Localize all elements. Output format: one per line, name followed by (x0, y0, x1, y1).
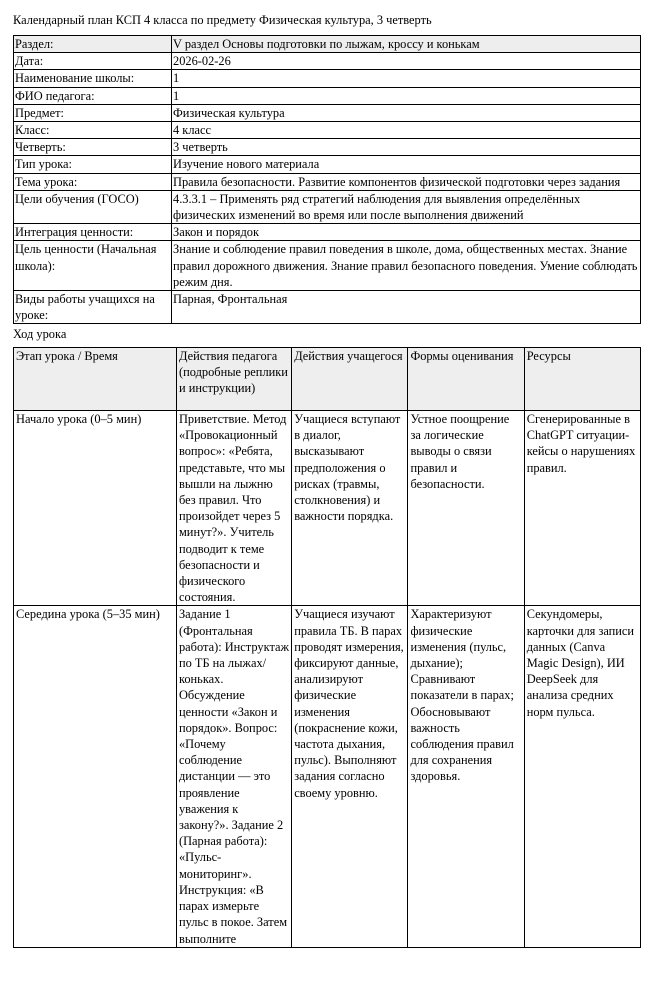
info-label: Виды работы учащихся на уроке: (14, 291, 172, 324)
info-value: 4 класс (172, 122, 641, 139)
lesson-progress-label: Ход урока (13, 327, 67, 341)
info-row (14, 87, 641, 104)
header-stage: Этап урока / Время (14, 348, 177, 411)
info-value: Парная, Фронтальная (172, 291, 641, 324)
info-label: Тема урока: (14, 173, 172, 190)
info-label: Раздел: (14, 36, 172, 53)
info-label: Дата: (14, 53, 172, 70)
info-label: Интеграция ценности: (14, 224, 172, 241)
student-actions-cell: Учащиеся вступают в диалог, высказывают предположения о рисках (травмы, столкновения) и важности порядка. (292, 411, 408, 606)
info-row (14, 241, 641, 291)
info-row (14, 173, 641, 190)
info-row (14, 291, 641, 324)
header-assessment: Формы оценивания (408, 348, 524, 411)
assessment-cell: Характеризуют физические изменения (пульс, дыхание); Сравнивают показатели в парах; Обосновывают важность соблюдения правил для сохранения здоровья. (408, 606, 524, 947)
lesson-info-table (13, 35, 641, 324)
info-label: ФИО педагога: (14, 87, 172, 104)
resources-cell: Секундомеры, карточки для записи данных (Canva Magic Design), ИИ DeepSeek для анализа средних норм пульса. (524, 606, 640, 947)
info-value: 1 (172, 70, 641, 87)
info-value: 1 (172, 87, 641, 104)
info-row (14, 70, 641, 87)
info-row (14, 224, 641, 241)
info-row (14, 104, 641, 121)
info-value: 4.3.3.1 – Применять ряд стратегий наблюдения для выявления определённых физических изменений во время или после выполнения движений (172, 190, 641, 223)
info-row (14, 190, 641, 223)
lesson-plan-table (13, 347, 641, 948)
lesson-row-middle (14, 606, 641, 947)
teacher-actions-cell: Приветствие. Метод «Провокационный вопрос»: «Ребята, представьте, что мы вышли на лыжню без правил. Что произойдет через 5 минут?». Учитель подводит к теме безопасности и физического состояния. (176, 411, 291, 606)
info-value: Закон и порядок (172, 224, 641, 241)
info-value: Знание и соблюдение правил поведения в школе, дома, общественных местах. Знание правил дорожного движения. Знание правил безопасного поведения. Умение соблюдать режим дня. (172, 241, 641, 291)
resources-cell: Сгенерированные в ChatGPT ситуации-кейсы о нарушениях правил. (524, 411, 640, 606)
info-value: Физическая культура (172, 104, 641, 121)
stage-cell: Середина урока (5–35 мин) (14, 606, 177, 947)
info-row (14, 122, 641, 139)
info-label: Четверть: (14, 139, 172, 156)
info-value: 2026-02-26 (172, 53, 641, 70)
info-value: Изучение нового материала (172, 156, 641, 173)
header-teacher-actions: Действия педагога (подробные реплики и инструкции) (176, 348, 291, 411)
info-label: Предмет: (14, 104, 172, 121)
info-row (14, 139, 641, 156)
lesson-header-row (14, 348, 641, 411)
teacher-actions-cell: Задание 1 (Фронтальная работа): Инструктаж по ТБ на лыжах/коньках. Обсуждение ценности «Закон и порядок». Вопрос: «Почему соблюдение дистанции — это проявление уважения к закону?». Задание 2 (Парная работа): «Пульс-мониторинг». Инструкция: «В парах измерьте пульс в покое. Затем выполните (176, 606, 291, 947)
info-value: 3 четверть (172, 139, 641, 156)
header-resources: Ресурсы (524, 348, 640, 411)
info-label: Наименование школы: (14, 70, 172, 87)
document-title: Календарный план КСП 4 класса по предмету Физическая культура, 3 четверть (13, 13, 432, 27)
header-student-actions: Действия учащегося (292, 348, 408, 411)
student-actions-cell: Учащиеся изучают правила ТБ. В парах проводят измерения, фиксируют данные, анализируют физические изменения (покраснение кожи, частота дыхания, пульс). Выполняют задания согласно своему уровню. (292, 606, 408, 947)
stage-cell: Начало урока (0–5 мин) (14, 411, 177, 606)
info-label: Цель ценности (Начальная школа): (14, 241, 172, 291)
info-label: Класс: (14, 122, 172, 139)
info-row (14, 53, 641, 70)
lesson-row-start (14, 411, 641, 606)
info-label: Цели обучения (ГОСО) (14, 190, 172, 223)
info-label: Тип урока: (14, 156, 172, 173)
info-row (14, 156, 641, 173)
info-value: V раздел Основы подготовки по лыжам, кроссу и конькам (172, 36, 641, 53)
info-row (14, 36, 641, 53)
assessment-cell: Устное поощрение за логические выводы о связи правил и безопасности. (408, 411, 524, 606)
info-value: Правила безопасности. Развитие компонентов физической подготовки через задания (172, 173, 641, 190)
